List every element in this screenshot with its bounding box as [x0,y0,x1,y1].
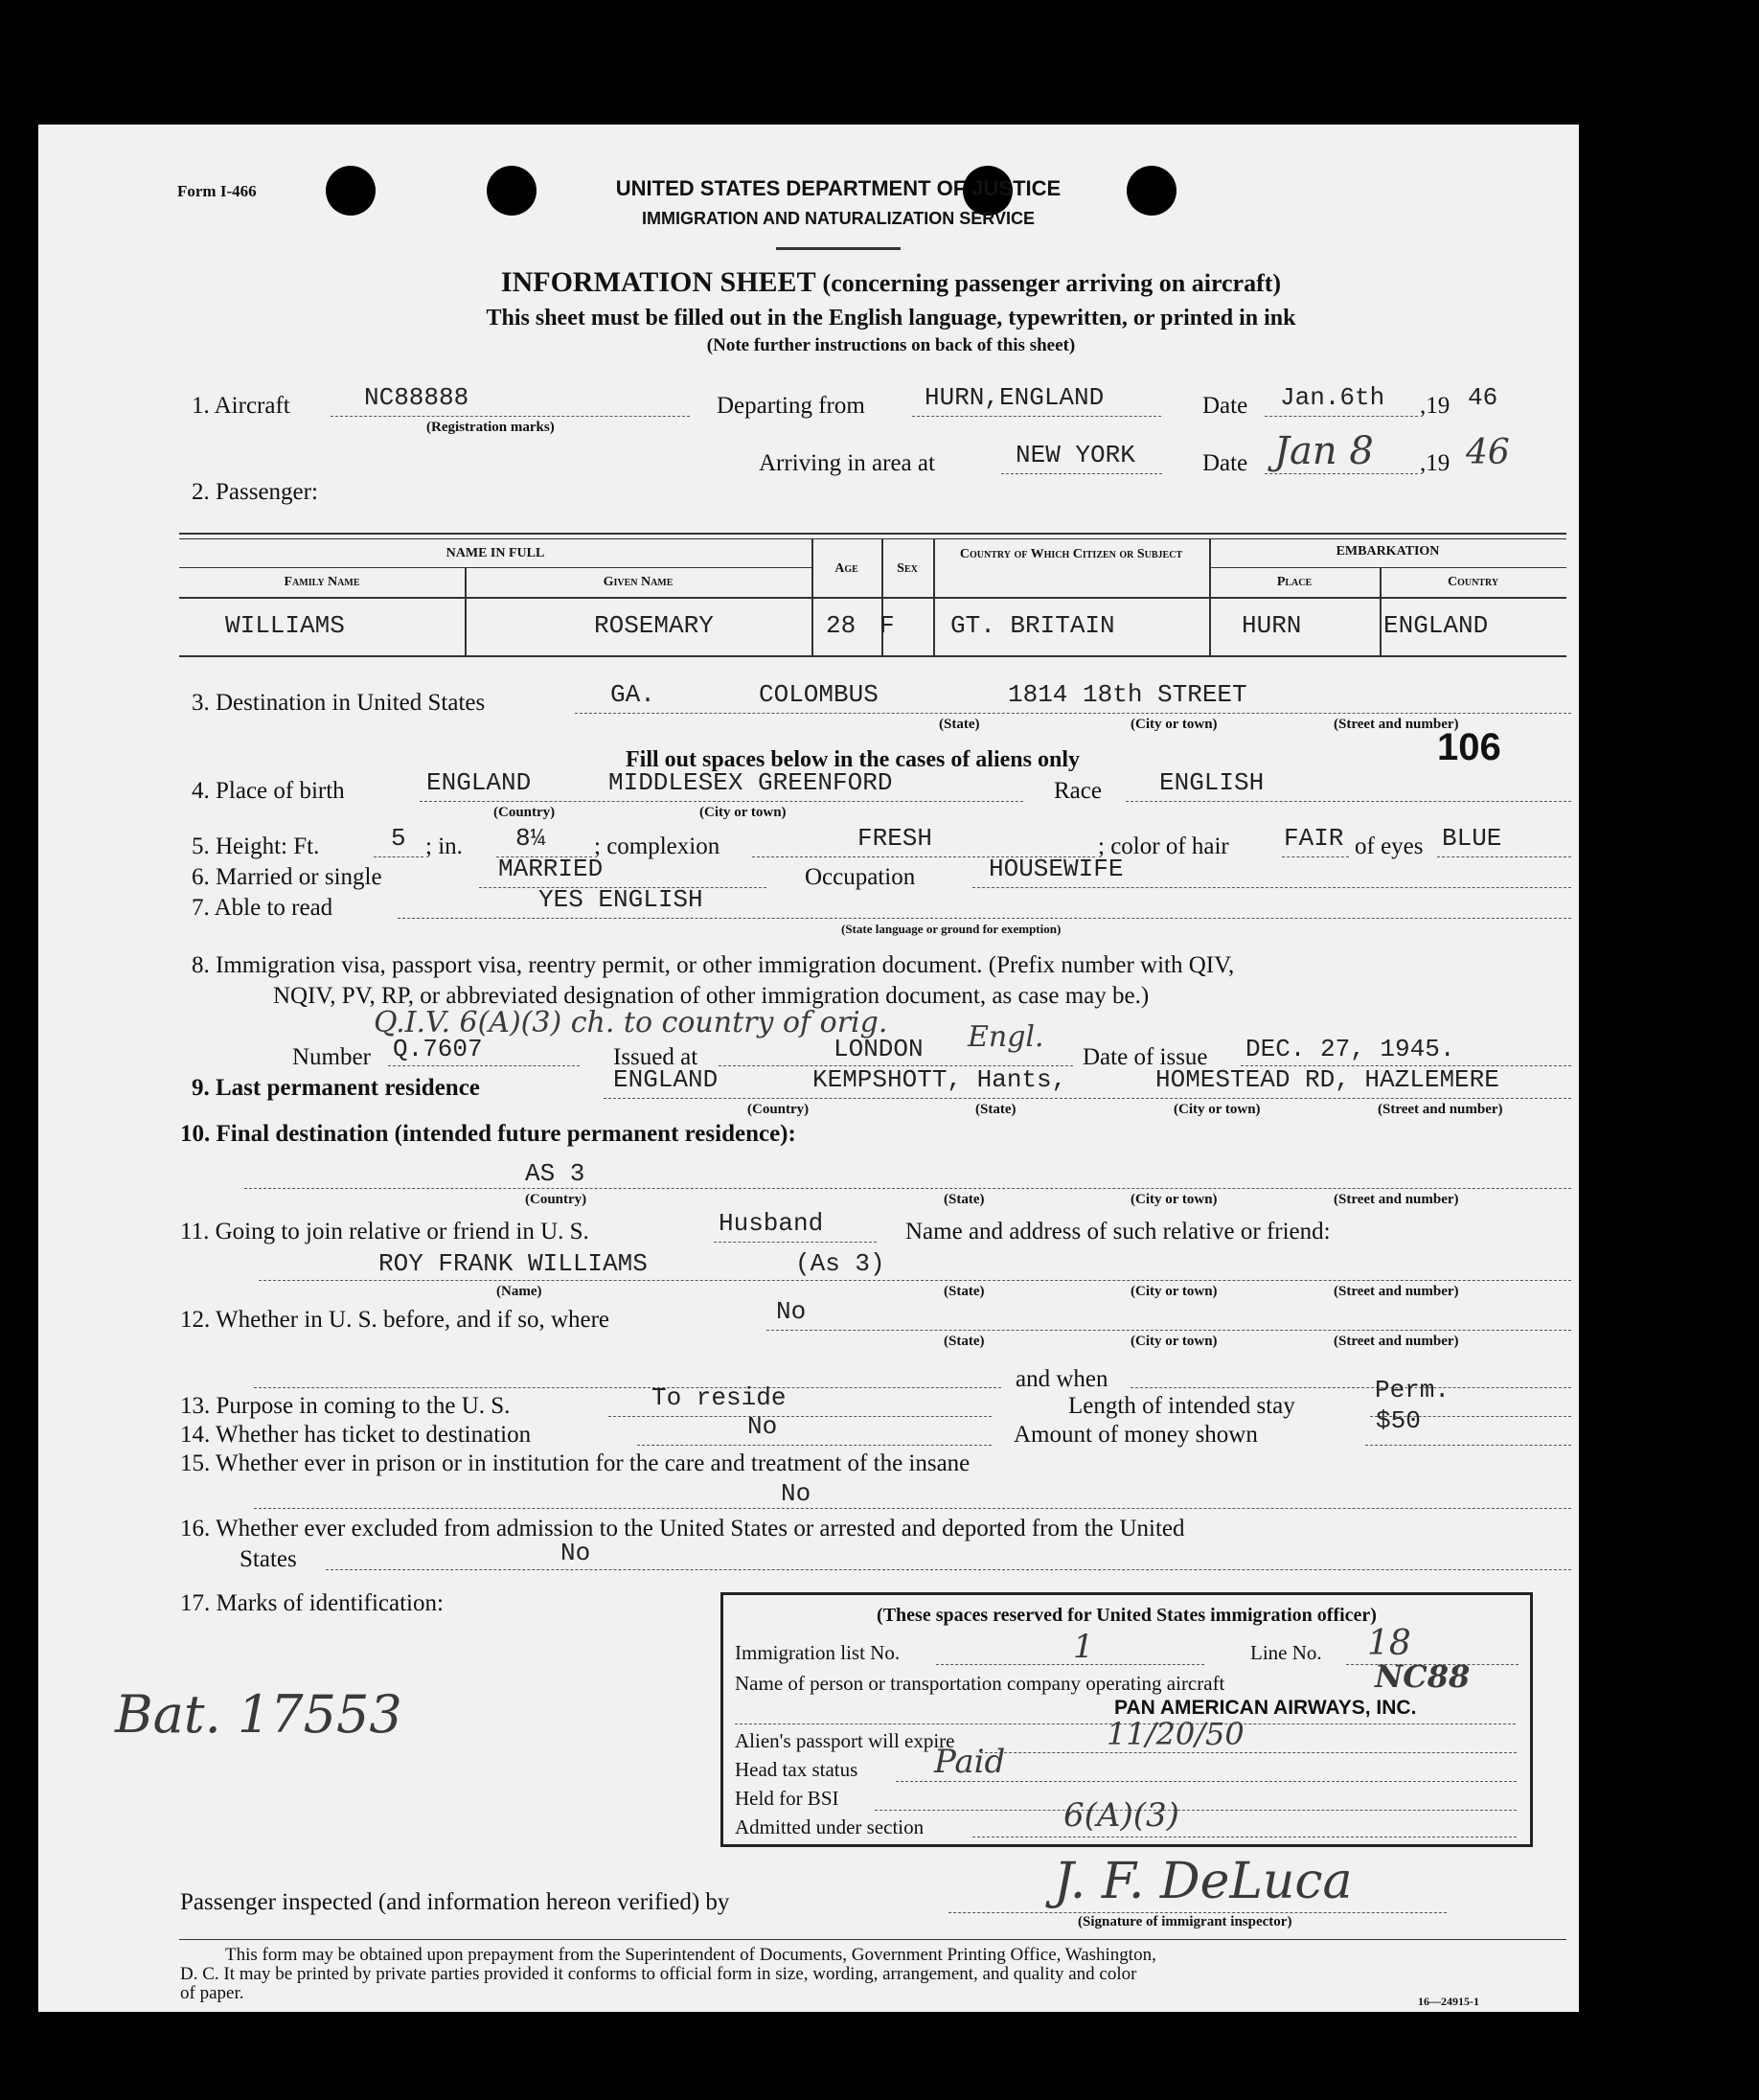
birth-city: MIDDLESEX GREENFORD [608,768,893,797]
join-relation: Husband [719,1209,824,1238]
dep-year-value: 46 [1468,383,1498,412]
emb-place-header: Place [1276,575,1313,589]
underline [972,1837,1517,1838]
arr-date-value: Jan 8 [1274,429,1374,473]
ticket-label: 14. Whether has ticket to destination [180,1422,532,1448]
excluded-line1: 16. Whether ever excluded from admission to the United States or arrested and deported from the United [180,1516,1185,1541]
purpose-label: 13. Purpose in coming to the U. S. [180,1393,511,1419]
stamp-number: 106 [1437,726,1501,768]
cap-state: (State) [944,1284,985,1299]
cap-state: (State) [939,717,980,732]
inspector-signature: J. F. DeLuca [1054,1853,1353,1910]
underline [875,1810,1517,1811]
underline [1265,473,1418,474]
name-in-full-header: NAME IN FULL [445,546,545,560]
age-header: Age [834,561,858,576]
money-value: $50 [1376,1406,1421,1435]
passport-label: Alien's passport will expire [735,1729,955,1752]
underline [259,1280,1571,1281]
section-value: 6(A)(3) [1063,1796,1179,1835]
read-caption: (State language or ground for exemption) [841,922,1062,936]
section-label: Admitted under section [735,1815,925,1838]
headtax-label: Head tax status [735,1758,858,1781]
family-name-value: WILLIAMS [225,611,345,640]
cap-city: (City or town) [699,805,787,820]
residence-country: ENGLAND [613,1065,719,1094]
occupation-value: HOUSEWIFE [989,855,1124,883]
stay-value: Perm. [1375,1376,1451,1404]
married-value: MARRIED [498,855,604,883]
final-destination-label [180,1121,796,1148]
emb-place-value: HURN [1242,611,1302,640]
marks-handwritten: Bat. 17553 [115,1684,402,1745]
visa-line1: 8. Immigration visa, passport visa, reentry permit, or other immigration document. (Prefix number with QIV, [192,952,1235,978]
table-mid-rule [1209,567,1566,568]
list-no-label: Immigration list No. [735,1641,901,1664]
underline [980,1752,1517,1753]
form-note: (Note further instructions on back of this sheet) [706,335,1076,355]
cap-state: (State) [944,1192,985,1207]
aliens-header: Fill out spaces below in the cases of aliens only [625,747,1080,772]
hair-label: ; color of hair [1098,833,1229,859]
relative-name: ROY FRANK WILLIAMS [378,1249,648,1278]
underline [374,856,423,857]
age-value: 28 [826,611,857,640]
line-no-label: Line No. [1250,1641,1322,1664]
destination-city: COLOMBUS [759,680,879,709]
departing-value: HURN,ENGLAND [925,383,1105,412]
underline [398,918,1571,919]
service-name: IMMIGRATION AND NATURALIZATION SERVICE [642,209,1035,228]
excluded-value: No [560,1539,591,1567]
cap-country: (Country) [747,1102,810,1117]
underline [912,416,1161,417]
header-rule [776,247,901,250]
underline [608,1416,992,1417]
final-destination-value: AS 3 [525,1159,585,1188]
operator-handwritten: NC88 [1375,1658,1471,1695]
sex-header: Sex [897,561,918,576]
birth-country: ENGLAND [426,768,532,797]
arr-date-label: Date [1202,450,1248,476]
complexion-value: FRESH [857,824,933,853]
cap-country: (Country) [493,805,556,820]
footer-line1: This form may be obtained upon prepayment from the Superintendent of Documents, Government Printing Office, Washington, [225,1945,1156,1965]
underline [331,416,690,417]
married-label: 6. Married or single [192,864,382,890]
aircraft-label: 1. Aircraft [192,393,290,419]
citizen-value: GT. BRITAIN [950,611,1115,640]
race-value: ENGLISH [1159,768,1265,797]
operator-stamp: PAN AMERICAN AIRWAYS, INC. [1114,1697,1417,1719]
signature-line [948,1912,1447,1913]
marks-label: 17. Marks of identification: [180,1590,444,1616]
table-mid-rule [179,567,811,568]
cap-street: (Street and number) [1334,717,1459,732]
underline [244,1188,1571,1189]
cap-city: (City or town) [1131,1192,1218,1207]
cap-street: (Street and number) [1334,1192,1459,1207]
height-in-label: ; in. [425,833,463,859]
aircraft-caption: (Registration marks) [426,420,555,435]
cap-country: (Country) [525,1192,587,1207]
table-col-divider [933,538,935,655]
cap-city: (City or town) [1131,1334,1218,1349]
operator-label: Name of person or transportation company operating aircraft [735,1672,1225,1695]
signature-caption: (Signature of immigrant inspector) [1078,1914,1292,1929]
underline [972,887,1571,888]
underline [326,1569,1571,1570]
form-sheet [38,125,1579,2012]
prison-label: 15. Whether ever in prison or in institution for the care and treatment of the insane [180,1450,971,1476]
underline [714,1242,877,1243]
height-ft: 5 [391,824,406,853]
residence-label [192,1075,480,1102]
cap-name: (Name) [496,1284,542,1299]
arriving-label: Arriving in area at [759,450,935,476]
passenger-label: 2. Passenger: [192,479,318,505]
cap-street: (Street and number) [1334,1334,1459,1349]
passport-value: 11/20/50 [1107,1716,1245,1752]
issued-value: LONDON [834,1035,924,1063]
occupation-label: Occupation [805,864,916,890]
underline [420,801,1023,802]
form-title [182,266,1579,299]
stay-label: Length of intended stay [1068,1393,1295,1419]
officer-box [720,1592,1533,1847]
residence-label-text: 9. Last permanent residence [192,1075,480,1101]
aircraft-value: NC88888 [364,383,469,412]
table-col-divider [811,538,813,655]
underline [1131,1387,1571,1388]
join-label: 11. Going to join relative or friend in U. S. [180,1219,589,1244]
before-label: 12. Whether in U. S. before, and if so, where [180,1307,610,1333]
race-label: Race [1054,778,1102,804]
hair-value: FAIR [1284,824,1344,853]
issue-date-value: DEC. 27, 1945. [1245,1035,1455,1063]
citizen-header: Country of Which Citizen or Subject [959,547,1183,561]
visa-line2: NQIV, PV, RP, or abbreviated designation of other immigration document, as case may be.) [273,983,1150,1009]
dep-date-label: Date [1202,393,1248,419]
eyes-value: BLUE [1442,824,1502,853]
title-bold: INFORMATION SHEET [500,266,816,298]
arr-year-value: 46 [1466,433,1510,472]
destination-street: 1814 18th STREET [1008,680,1247,709]
table-header-rule [179,597,1566,599]
table-top-rule [179,533,1566,535]
underline [575,713,1571,714]
departing-label: Departing from [717,393,865,419]
read-value: YES ENGLISH [538,885,703,914]
residence-street: HOMESTEAD RD, HAZLEMERE [1155,1065,1499,1094]
complexion-label: ; complexion [594,833,720,859]
destination-label: 3. Destination in United States [192,690,486,716]
name-address-label: Name and address of such relative or friend: [905,1219,1331,1244]
cap-city: (City or town) [1174,1102,1261,1117]
height-in: 8¼ [515,824,546,853]
punch-hole [326,166,376,216]
line-no-value: 18 [1367,1624,1411,1663]
excluded-line2: States [240,1546,297,1572]
underline [1282,856,1349,857]
underline [1126,801,1571,802]
relative-as: (As 3) [795,1249,885,1278]
read-label: 7. Able to read [192,895,333,921]
cap-city: (City or town) [1131,1284,1218,1299]
issued-handwritten: Engl. [968,1020,1044,1054]
cap-street: (Street and number) [1378,1102,1503,1117]
dep-date-value: Jan.6th [1280,383,1385,412]
emb-country-header: Country [1447,575,1499,589]
arr-year-prefix: ,19 [1420,450,1451,476]
form-instruction: This sheet must be filled out in the English language, typewritten, or printed in ink [486,306,1296,331]
underline [1265,416,1418,417]
underline [1437,856,1571,857]
officer-box-title: (These spaces reserved for United States immigration officer) [877,1605,1377,1626]
height-label: 5. Height: Ft. [192,833,320,859]
visa-handwritten-note: Q.I.V. 6(A)(3) ch. to country of orig. [374,1006,888,1039]
table-bottom-rule [179,655,1566,657]
issue-date-label: Date of issue [1083,1044,1208,1070]
emb-country-value: ENGLAND [1383,611,1489,640]
before-value: No [776,1297,807,1326]
residence-state: KEMPSHOTT, Hants, [812,1065,1067,1094]
final-destination-text: 10. Final destination (intended future permanent residence): [180,1121,796,1147]
and-when-label: and when [1016,1366,1108,1392]
underline [936,1664,1204,1665]
destination-state: GA. [610,680,655,709]
form-number: Form I-466 [177,182,257,200]
purpose-value: To reside [651,1383,787,1412]
table-top-rule [179,538,1566,539]
footer-code: 16—24915-1 [1418,1995,1479,2008]
footer-line3: of paper. [180,1983,244,2003]
cap-city: (City or town) [1131,717,1218,732]
visa-number-value: Q.7607 [393,1035,483,1063]
underline [1365,1445,1571,1446]
list-no-value: 1 [1073,1628,1094,1666]
cap-street: (Street and number) [1334,1284,1459,1299]
title-rest: (concerning passenger arriving on aircraft) [822,269,1282,297]
sex-value: F [880,611,895,640]
underline [637,1445,992,1446]
underline [388,1065,580,1066]
given-name-value: ROSEMARY [594,611,714,640]
prison-value: No [781,1479,811,1508]
underline [254,1387,1001,1388]
birth-label: 4. Place of birth [192,778,345,804]
eyes-label: of eyes [1355,833,1424,859]
arriving-value: NEW YORK [1016,441,1135,469]
underline [254,1508,1571,1509]
family-name-header: Family Name [284,575,360,589]
embarkation-header: EMBARKATION [1336,544,1440,559]
headtax-value: Paid [934,1743,1006,1781]
underline [604,1098,1571,1099]
cap-state: (State) [975,1102,1017,1117]
visa-number-label: Number [292,1044,371,1070]
underline [766,1330,1571,1331]
bsi-label: Held for BSI [735,1787,839,1810]
cap-state: (State) [944,1334,985,1349]
agency-name: UNITED STATES DEPARTMENT OF JUSTICE [615,176,1062,200]
dep-year-prefix: ,19 [1420,393,1451,419]
footer-rule [179,1939,1566,1940]
underline [1001,473,1162,474]
footer-line2: D. C. It may be printed by private parties provided it conforms to official form in size, wording, arrangement, and quality and color [180,1964,1137,1984]
given-name-header: Given Name [603,575,674,589]
ticket-value: No [747,1412,778,1441]
issued-label: Issued at [613,1044,698,1070]
underline [896,1781,1517,1782]
money-label: Amount of money shown [1014,1422,1258,1448]
inspected-label: Passenger inspected (and information hereon verified) by [180,1889,730,1915]
